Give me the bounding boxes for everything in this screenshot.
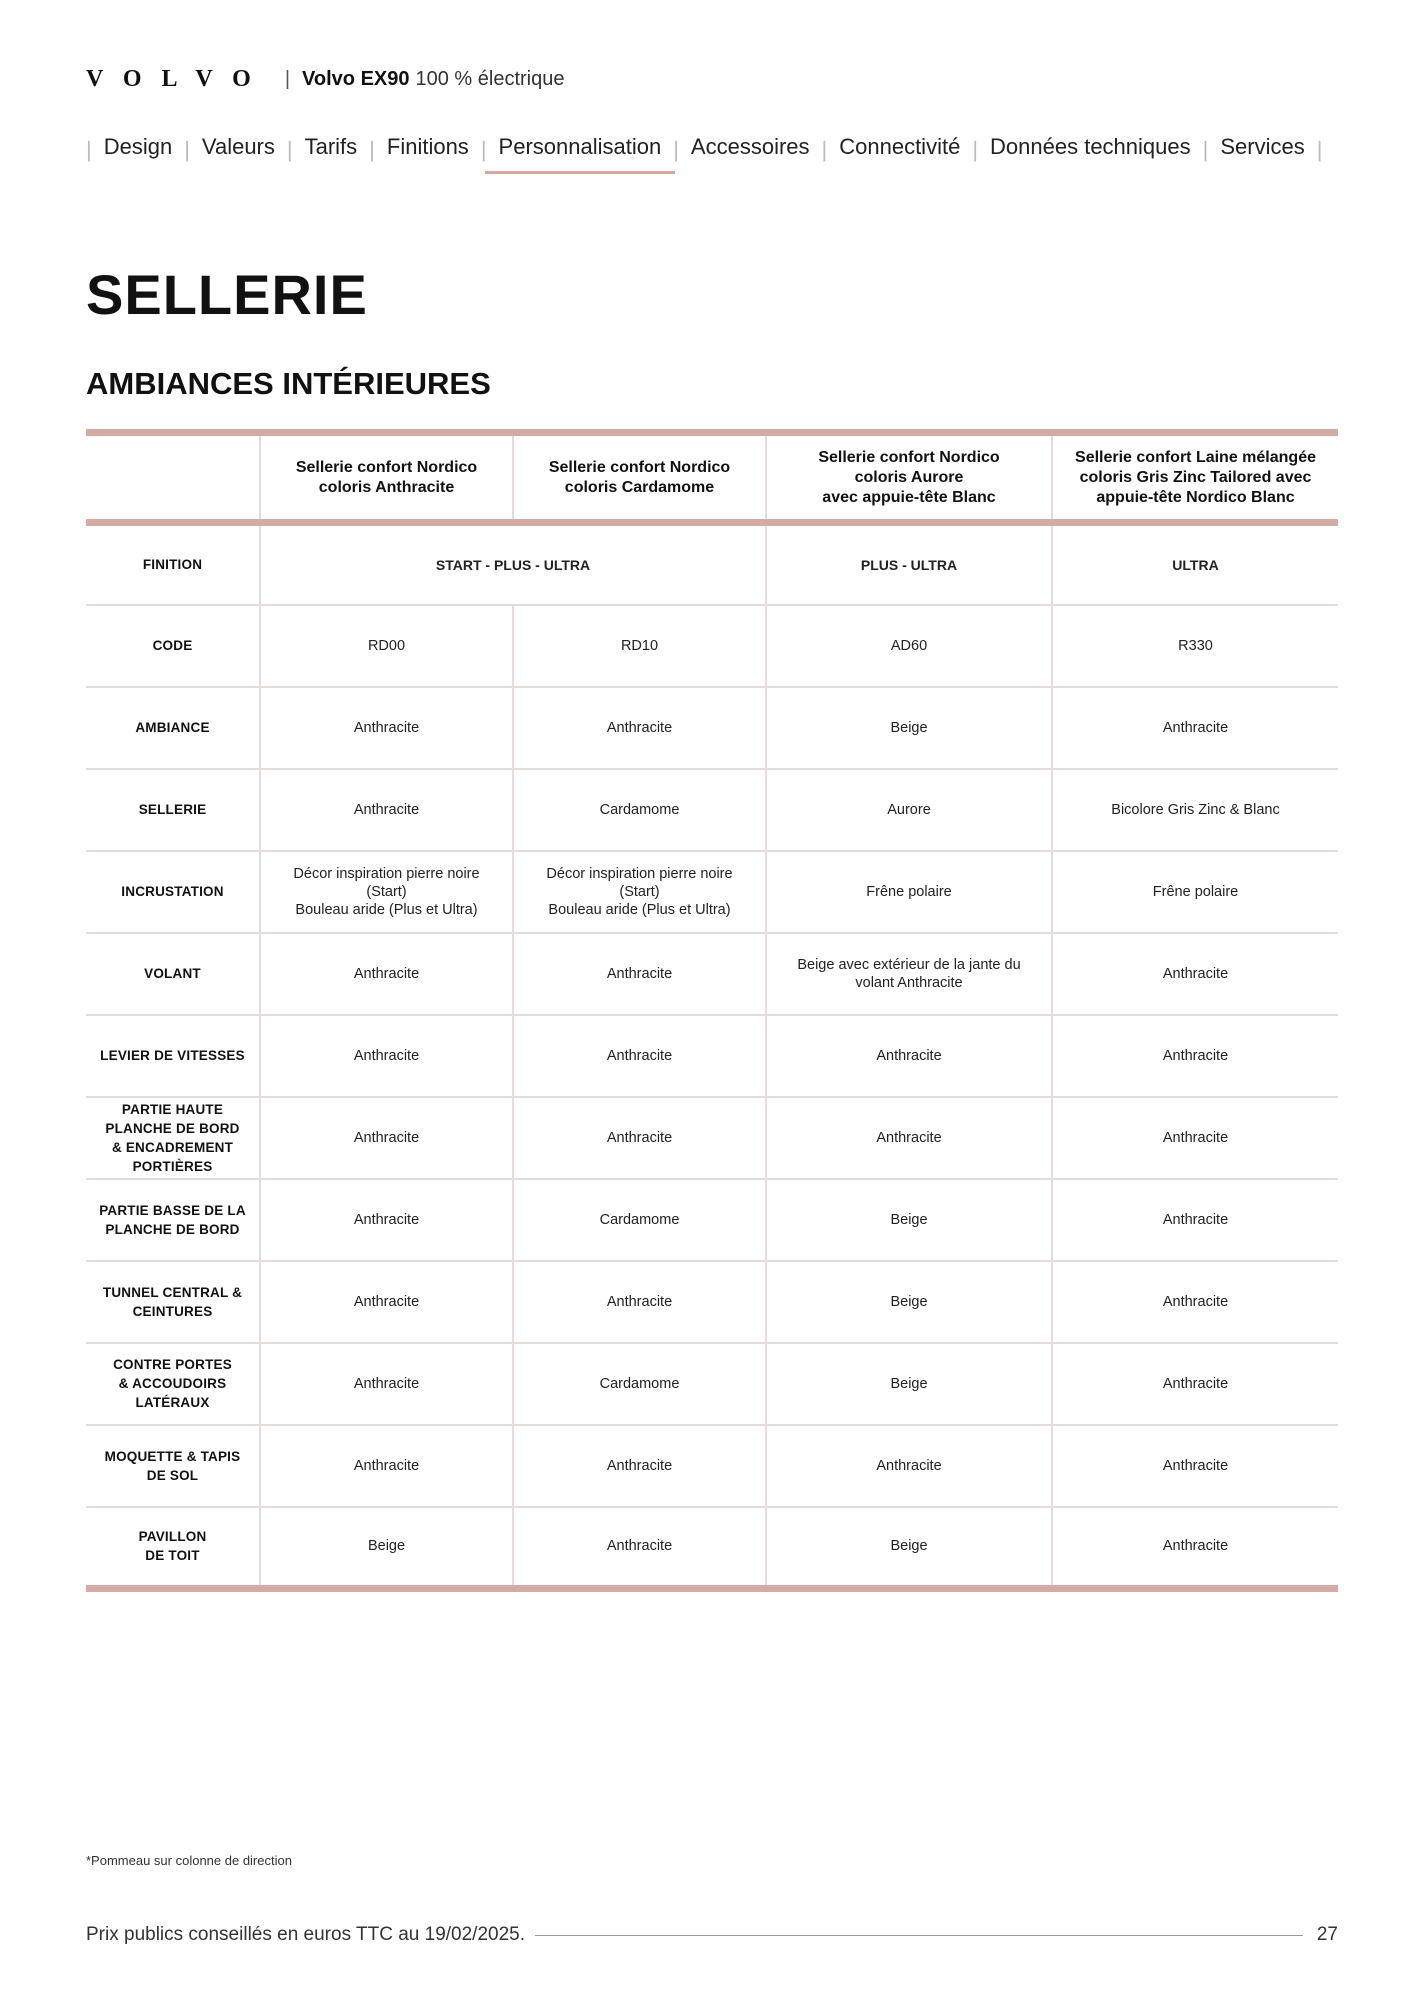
table-cell: AD60 [766, 605, 1052, 687]
table-cell: Anthracite [1052, 1015, 1338, 1097]
nav-separator: | [1202, 137, 1209, 162]
table-row [86, 933, 1338, 1015]
table-cell: Anthracite [766, 1425, 1052, 1507]
table-cell: Anthracite [513, 933, 766, 1015]
table-cell: Anthracite [260, 1179, 513, 1261]
table-row [86, 1179, 1338, 1261]
table-cell: RD10 [513, 605, 766, 687]
page-number: 27 [1316, 1924, 1338, 1945]
table-cell: Beige avec extérieur de la jante du volant Anthracite [766, 933, 1052, 1015]
table-cell: Anthracite [1052, 933, 1338, 1015]
table-cell: Anthracite [513, 1425, 766, 1507]
table-cell: Anthracite [260, 1343, 513, 1425]
row-label: VOLANT [86, 933, 260, 1015]
table-cell: Beige [766, 1507, 1052, 1589]
footer-divider [535, 1935, 1303, 1936]
section-subtitle: AMBIANCES INTÉRIEURES [86, 366, 491, 401]
table-cell: Frêne polaire [1052, 851, 1338, 933]
nav-item-accessoires[interactable]: Accessoires [690, 134, 810, 159]
table-row [86, 1097, 1338, 1179]
nav-item-design[interactable]: Design [103, 134, 173, 159]
footer-price-note: Prix publics conseillés en euros TTC au 19/02/2025. [86, 1924, 526, 1945]
table-cell: ULTRA [1052, 523, 1338, 605]
nav-separator: | [673, 137, 679, 162]
column-header: Sellerie confort Nordico coloris Anthracite [260, 433, 513, 523]
table-cell: Anthracite [1052, 1343, 1338, 1425]
nav-separator: | [369, 137, 375, 162]
table-cell: Anthracite [1052, 1179, 1338, 1261]
row-label: INCRUSTATION [86, 851, 260, 933]
table-row [86, 1507, 1338, 1589]
top-navigation [86, 134, 1338, 166]
table-cell: Beige [766, 1179, 1052, 1261]
row-label: AMBIANCE [86, 687, 260, 769]
brand-separator: | [284, 68, 291, 90]
nav-item-tarifs[interactable]: Tarifs [304, 134, 358, 159]
table-cell: Beige [766, 1343, 1052, 1425]
table-cell: Anthracite [513, 1015, 766, 1097]
row-label: CONTRE PORTES & ACCOUDOIRS LATÉRAUX [86, 1343, 260, 1425]
column-header: Sellerie confort Laine mélangée coloris Gris Zinc Tailored avec appuie-tête Nordico Blanc [1052, 433, 1338, 523]
table-row-finition [86, 523, 1338, 605]
table-row [86, 1261, 1338, 1343]
table-row [86, 851, 1338, 933]
table-cell: Anthracite [1052, 1097, 1338, 1179]
table-row [86, 769, 1338, 851]
table-cell: Anthracite [766, 1097, 1052, 1179]
table-cell: Beige [766, 687, 1052, 769]
table-cell: Anthracite [260, 1097, 513, 1179]
row-label: PARTIE BASSE DE LA PLANCHE DE BORD [86, 1179, 260, 1261]
brand-header [86, 66, 564, 93]
row-label: MOQUETTE & TAPIS DE SOL [86, 1425, 260, 1507]
nav-separator: | [1316, 137, 1323, 162]
table-cell: Anthracite [513, 1507, 766, 1589]
page-title: SELLERIE [86, 263, 368, 326]
nav-item-personnalisation[interactable]: Personnalisation [499, 134, 662, 166]
model-name: Volvo EX90 [302, 68, 410, 90]
table-cell: Anthracite [260, 933, 513, 1015]
table-cell: Anthracite [260, 687, 513, 769]
row-label: PAVILLON DE TOIT [86, 1507, 260, 1589]
table-row [86, 1343, 1338, 1425]
table-cell: Anthracite [260, 1425, 513, 1507]
table-cell: Anthracite [1052, 1425, 1338, 1507]
table-cell: Anthracite [260, 769, 513, 851]
upholstery-table [86, 429, 1338, 1592]
column-header: Sellerie confort Nordico coloris Aurore avec appuie-tête Blanc [766, 433, 1052, 523]
table-cell: Décor inspiration pierre noire (Start) Bouleau aride (Plus et Ultra) [260, 851, 513, 933]
table-cell: Anthracite [513, 1097, 766, 1179]
nav-separator: | [86, 137, 92, 162]
row-label: PARTIE HAUTE PLANCHE DE BORD & ENCADREMENT PORTIÈRES [86, 1097, 260, 1179]
table-cell: Anthracite [260, 1261, 513, 1343]
table-cell: Beige [260, 1507, 513, 1589]
table-cell: Bicolore Gris Zinc & Blanc [1052, 769, 1338, 851]
row-label: TUNNEL CENTRAL & CEINTURES [86, 1261, 260, 1343]
table-cell: Cardamome [513, 1179, 766, 1261]
nav-item-donnees-techniques[interactable]: Données techniques [990, 134, 1191, 159]
nav-separator: | [184, 137, 190, 162]
table-cell: R330 [1052, 605, 1338, 687]
table-cell: Anthracite [260, 1015, 513, 1097]
table-header-row [86, 433, 1338, 523]
table-cell: Anthracite [513, 687, 766, 769]
nav-item-valeurs[interactable]: Valeurs [201, 134, 275, 159]
row-label: FINITION [86, 523, 260, 605]
model-subtitle: 100 % électrique [415, 68, 565, 90]
table-cell: Cardamome [513, 1343, 766, 1425]
table-cell: START - PLUS - ULTRA [260, 523, 766, 605]
table-cell: Anthracite [513, 1261, 766, 1343]
nav-separator: | [286, 137, 293, 162]
header-cell-empty [86, 433, 260, 523]
row-label: SELLERIE [86, 769, 260, 851]
table-row [86, 687, 1338, 769]
nav-item-services[interactable]: Services [1220, 134, 1305, 159]
page-footer [86, 1924, 1338, 1946]
table-row [86, 1425, 1338, 1507]
table-row [86, 605, 1338, 687]
table-row [86, 1015, 1338, 1097]
table-cell: Anthracite [1052, 1261, 1338, 1343]
table-cell: Anthracite [1052, 687, 1338, 769]
footnote: *Pommeau sur colonne de direction [86, 1853, 292, 1868]
table-cell: Aurore [766, 769, 1052, 851]
table-cell: PLUS - ULTRA [766, 523, 1052, 605]
table-cell: RD00 [260, 605, 513, 687]
table-cell: Anthracite [766, 1015, 1052, 1097]
row-label: CODE [86, 605, 260, 687]
table-cell: Anthracite [1052, 1507, 1338, 1589]
volvo-logo[interactable]: VOLVO [86, 66, 271, 92]
nav-separator: | [821, 137, 828, 162]
row-label: LEVIER DE VITESSES [86, 1015, 260, 1097]
table-cell: Décor inspiration pierre noire (Start) Bouleau aride (Plus et Ultra) [513, 851, 766, 933]
nav-item-connectivite[interactable]: Connectivité [839, 134, 961, 159]
nav-separator: | [972, 137, 979, 162]
nav-separator: | [480, 137, 487, 162]
table-cell: Cardamome [513, 769, 766, 851]
table-cell: Frêne polaire [766, 851, 1052, 933]
nav-item-finitions[interactable]: Finitions [386, 134, 469, 159]
table-cell: Beige [766, 1261, 1052, 1343]
column-header: Sellerie confort Nordico coloris Cardamome [513, 433, 766, 523]
